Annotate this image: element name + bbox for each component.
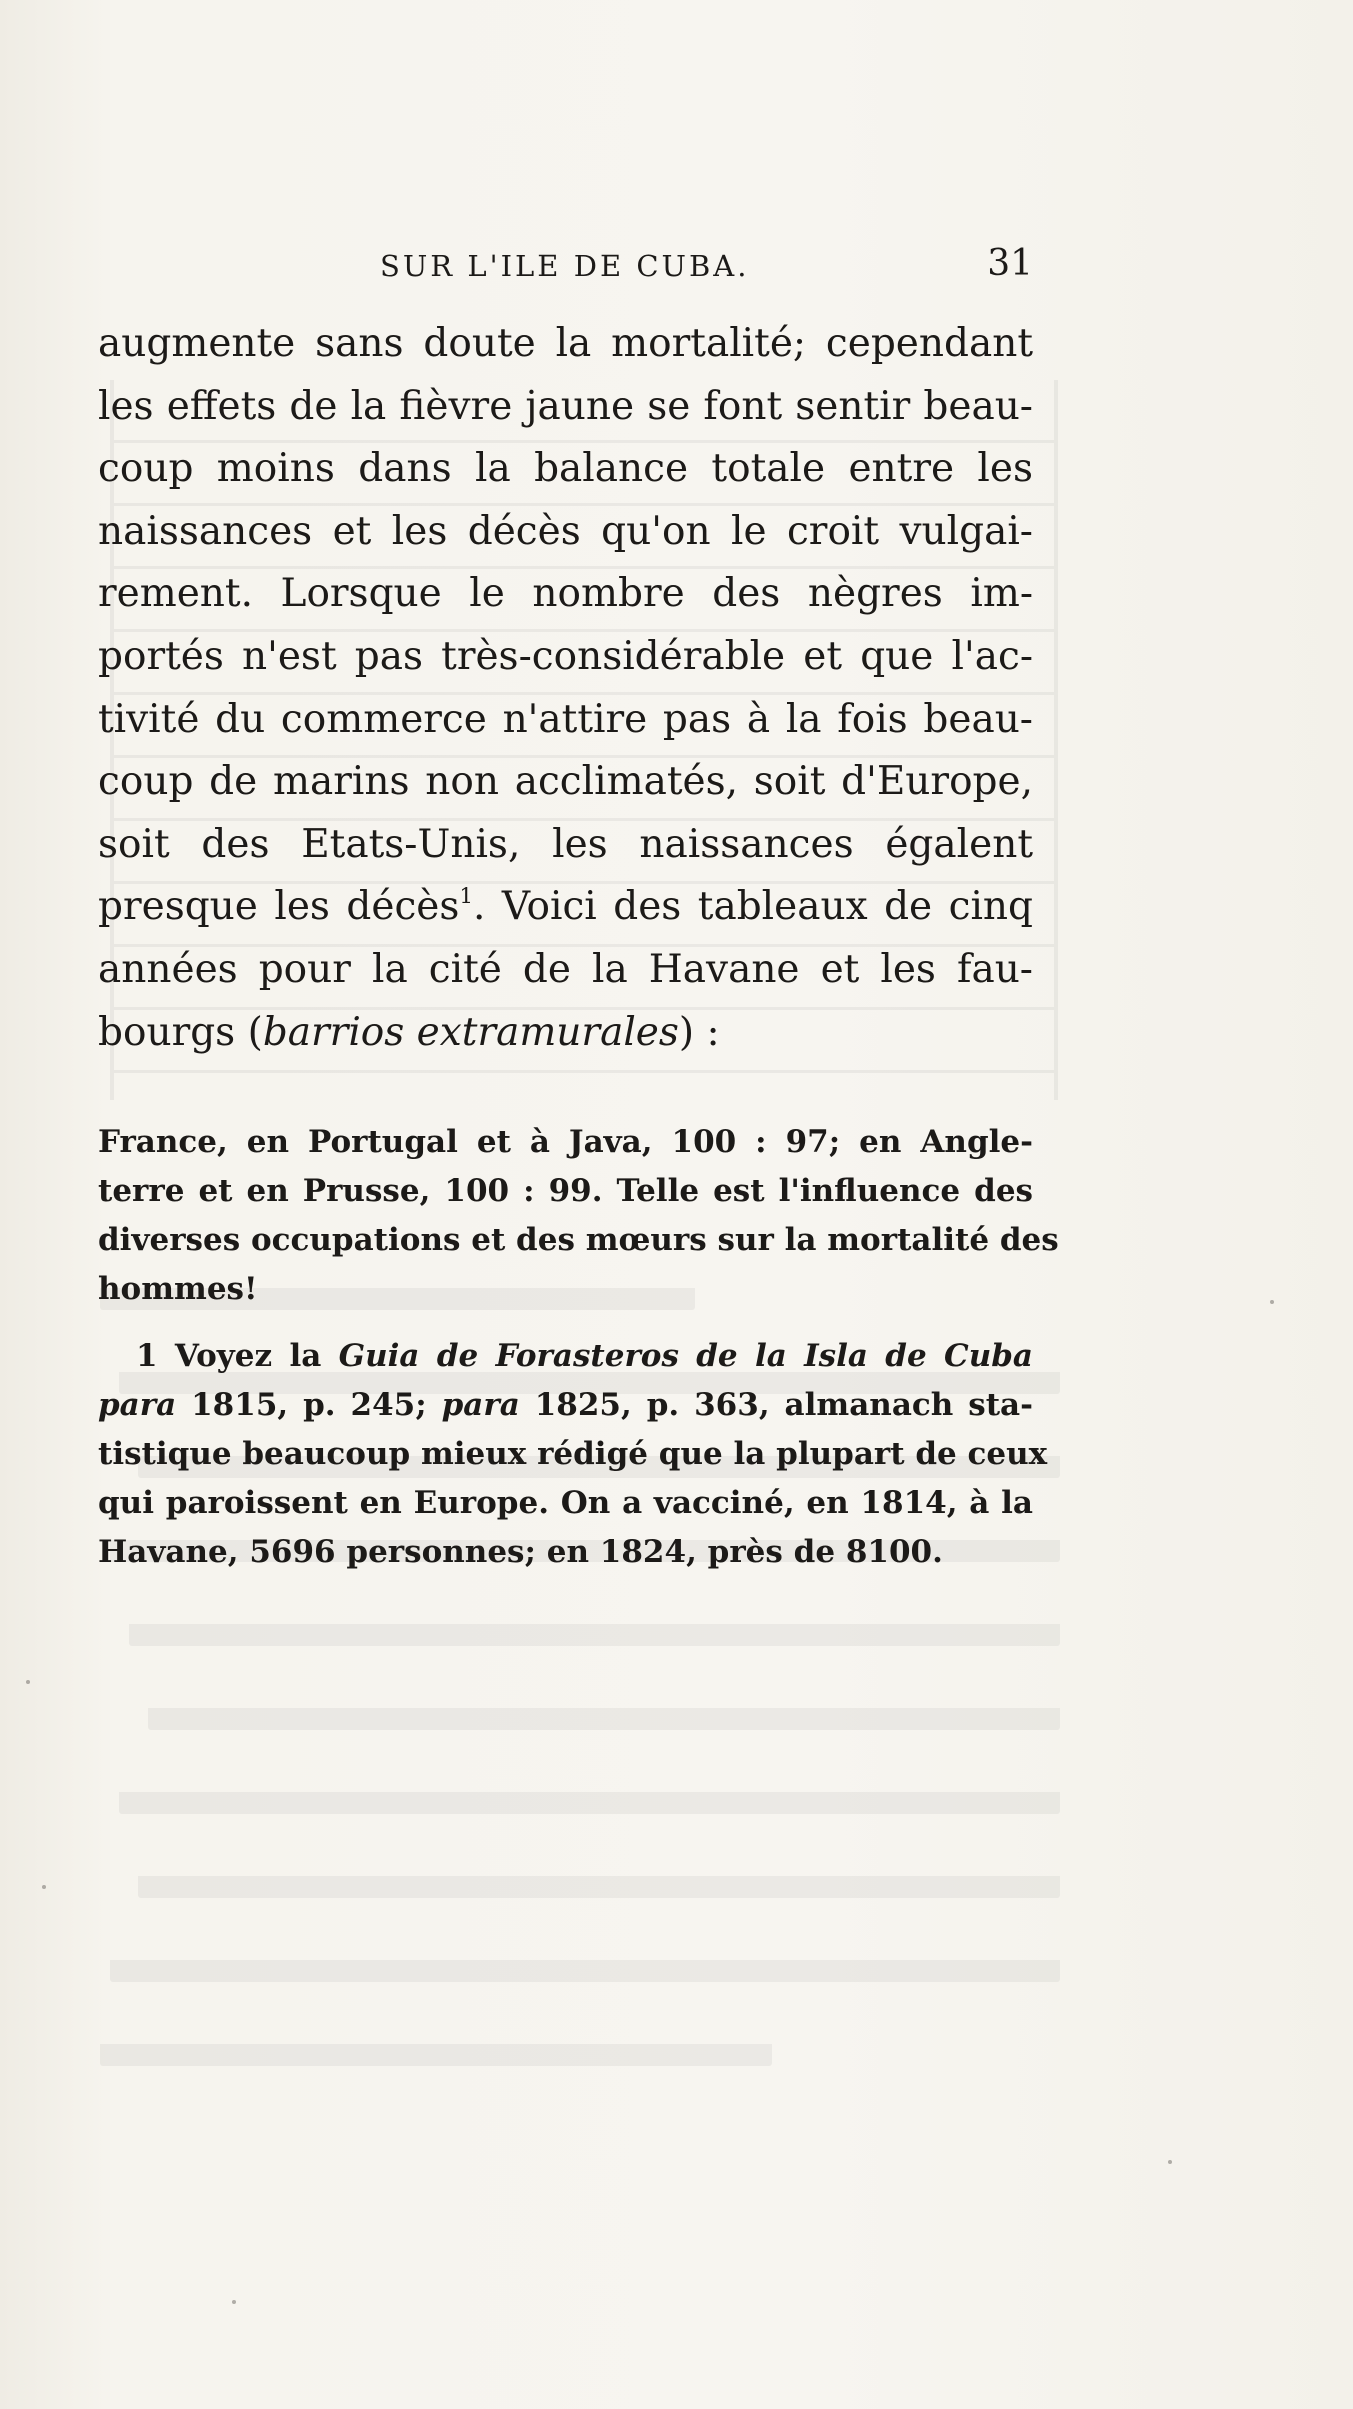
text-fragment: bourgs ( [98,1009,263,1055]
text-line: augmente sans doute la mortalité; cependant [98,321,1033,366]
text-fragment: . Voici des tableaux de cinq [473,884,1033,930]
footnote-line [98,1332,1033,1381]
page-number: 31 [987,243,1033,284]
text-fragment: 1825, p. 363, almanach sta- [519,1387,1033,1423]
text-line: les effets de la fièvre jaune se font sentir beau- [98,383,1033,429]
running-head [98,243,1033,293]
footnote-continuation-line: diverses occupations et des mœurs sur la mortalité des [98,1222,1059,1258]
footnote-line [98,1381,1033,1430]
footnote-reference: 1 [459,884,474,910]
italic-term: para [98,1387,177,1423]
text-line [98,876,1033,939]
footnote-marker: 1 [136,1338,158,1374]
footnote-line: tistique beaucoup mieux rédigé que la plupart de ceux [98,1436,1048,1472]
text-line: coup moins dans la balance totale entre les [98,446,1033,492]
italic-term: barrios extramurales [262,1009,679,1055]
text-fragment: ) : [678,1009,720,1055]
text-line: coup de marins non acclimatés, soit d'Europe, [98,759,1033,805]
italic-title: Guia de Forasteros de la Isla de Cuba [338,1338,1033,1374]
body-text [98,313,1033,1064]
footnote-line: Havane, 5696 personnes; en 1824, près de 8100. [98,1534,943,1570]
text-line: années pour la cité de la Havane et les fau- [98,946,1033,992]
footnote-line: qui paroissent en Europe. On a vacciné, en 1814, à la [98,1485,1033,1521]
text-fragment: Voyez la [157,1338,339,1374]
running-title: SUR L'ILE DE CUBA. [380,249,750,283]
text-line: portés n'est pas très-considérable et que l'ac- [98,633,1033,679]
text-fragment: presque les décès [98,884,460,930]
italic-term: para [441,1387,520,1423]
text-line: rement. Lorsque le nombre des nègres im- [98,571,1033,617]
text-line [98,1002,1033,1065]
footnote-gap [98,1314,1033,1332]
text-line: tivité du commerce n'attire pas à la fois beau- [98,696,1033,742]
footnote-continuation-line: terre et en Prusse, 100 : 99. Telle est l'influence des [98,1173,1033,1209]
footnotes [98,1118,1059,1577]
footnote-continuation-line: hommes! [98,1271,258,1307]
text-line: naissances et les décès qu'on le croit vulgai- [98,508,1033,554]
text-line: soit des Etats-Unis, les naissances égalent [98,821,1033,867]
footnote-continuation-line: France, en Portugal et à Java, 100 : 97; en Angle- [98,1124,1033,1160]
text-fragment: 1815, p. 245; [176,1387,442,1423]
